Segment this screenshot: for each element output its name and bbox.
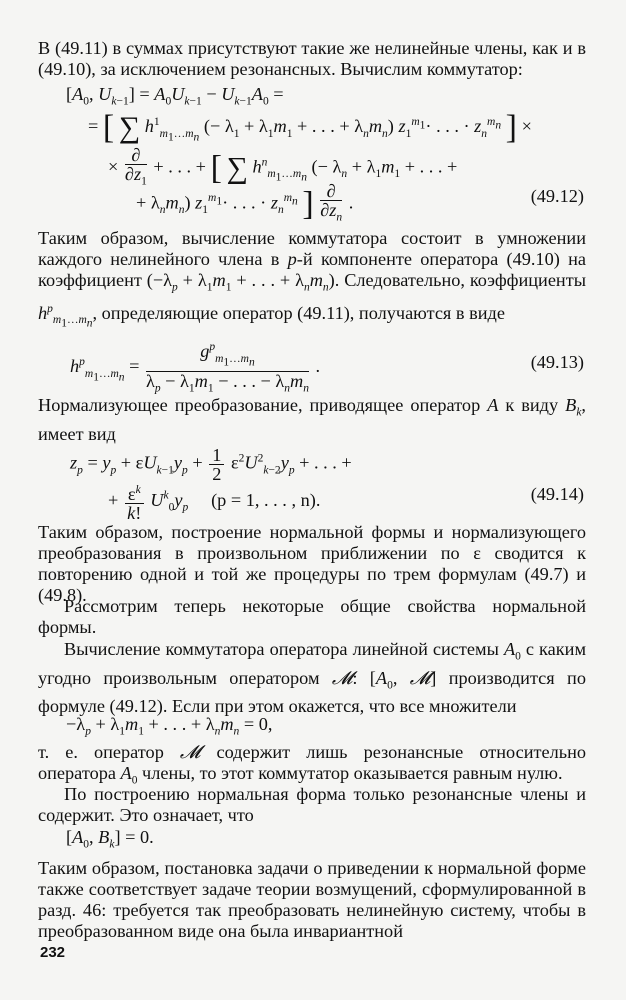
eq-49-14-line-1: $z_p = y_p + \varepsilon U_{k-1}y_p$ + $\frac{1}{2}$ $\varepsilon^2U^2_{k-2}y_p$ + . . . + — [70, 445, 352, 484]
paragraph-resonant-terms: т. е. оператор 𝓜 содержит лишь резонансные относительно оператора $A_0$ члены, то этот коммутатор оказывается равным нулю. — [38, 742, 586, 787]
paragraph-linear-commutator: Вычисление коммутатора оператора линейной системы $A_0$ с каким угодно произвольным оператором 𝓜: [$A_0$, 𝓜] производится по формуле (49.12). Если при этом окажется, что все множители — [38, 639, 587, 717]
eq-49-12-line-1: [$A_0$, $U_{k-1}] = A_0U_{k-1} - U_{k-1}A_0$ = — [66, 84, 284, 108]
paragraph-commutator-explanation: Таким образом, вычисление коммутатора состоит в умножении каждого нелинейного члена в p-й компоненте оператора (49.10) на коэффициент ($-\lambda_p + \lambda_1m_1$ + . . . + $\lambda_nm_n$). Следовательно, коэффициенты $h^p_{m_1\dots m_n}$, определяющие оператор (49.11), получаются в виде — [38, 228, 586, 330]
paragraph-properties: Рассмотрим теперь некоторые общие свойства нормальной формы. — [38, 596, 586, 637]
eq-49-14-number: (49.14) — [530, 484, 584, 504]
eq-49-12-line-4: + $\lambda_nm_n$) $z_1^{m_1}\cdot$ . . . · $z_n^{m_n}$ ] $\frac{\partial}{\partial z_n}$ . — [136, 181, 354, 224]
eq-49-14-line-2: + $\frac{\varepsilon^k}{k!}$ $U^k_0y_p$ (p = 1, . . . , n). — [108, 481, 320, 522]
paragraph-construction: По построению нормальная форма только резонансные члены и содержит. Это означает, что — [38, 784, 586, 825]
eq-49-12-number: (49.12) — [530, 186, 584, 206]
eq-49-14-condition: (p = 1, . . . , n). — [211, 489, 321, 510]
eq-49-12-line-3: × $\frac{\partial}{\partial z_1}$ + . . . + [ ∑ $h^n_{m_1\dots m_n}$ (− $\lambda_n + \lambda_1m_1$ + . . . + — [108, 145, 458, 188]
paragraph-normalizing-transform: Нормализующее преобразование, приводящее оператор A к виду $B_k$, имеет вид — [38, 395, 586, 444]
eq-49-12-line-2: = [ ∑ $h^1_{m_1\dots m_n}$ (− $\lambda_1 + \lambda_1m_1$ + . . . + $\lambda_nm_n$) $z_1^{m_1}\cdot$ . . . · $z_n^{m_n}$ ] × — [88, 109, 532, 147]
paragraph-normal-form-procedure: Таким образом, построение нормальной формы и нормализующего преобразования в произвольном приближении по ε сводится к повторению одной и той же процедуры по трем формулам (49.7) и (49.8). — [38, 522, 586, 605]
page-number: 232 — [40, 944, 66, 961]
paragraph-perturbation-theory: Таким образом, постановка задачи о приведении к нормальной форме также соответствует задаче теории возмущений, сформулированной в разд. 46: требуется так преобразовать нелинейную систему, чтобы в преобразованном виде она была инвариантной — [38, 858, 586, 941]
eq-49-13-body: $h^p_{m_1\dots m_n}$ = $\frac{g^p_{m_1\dots m_n}}{\lambda_p - \lambda_1m_1 - . . . - \lambda_nm_n}$ . — [70, 338, 320, 398]
equation-commutator-zero: [$A_0$, $B_k] = 0$. — [66, 827, 154, 851]
equation-resonance: $-\lambda_p + \lambda_1m_1$ + . . . + $\lambda_nm_n = 0$, — [66, 714, 273, 738]
paragraph-intro: В (49.11) в суммах присутствуют такие же нелинейные члены, как и в (49.10), за исключением резонансных. Вычислим коммутатор: — [38, 38, 586, 79]
eq-49-13-number: (49.13) — [530, 352, 584, 372]
